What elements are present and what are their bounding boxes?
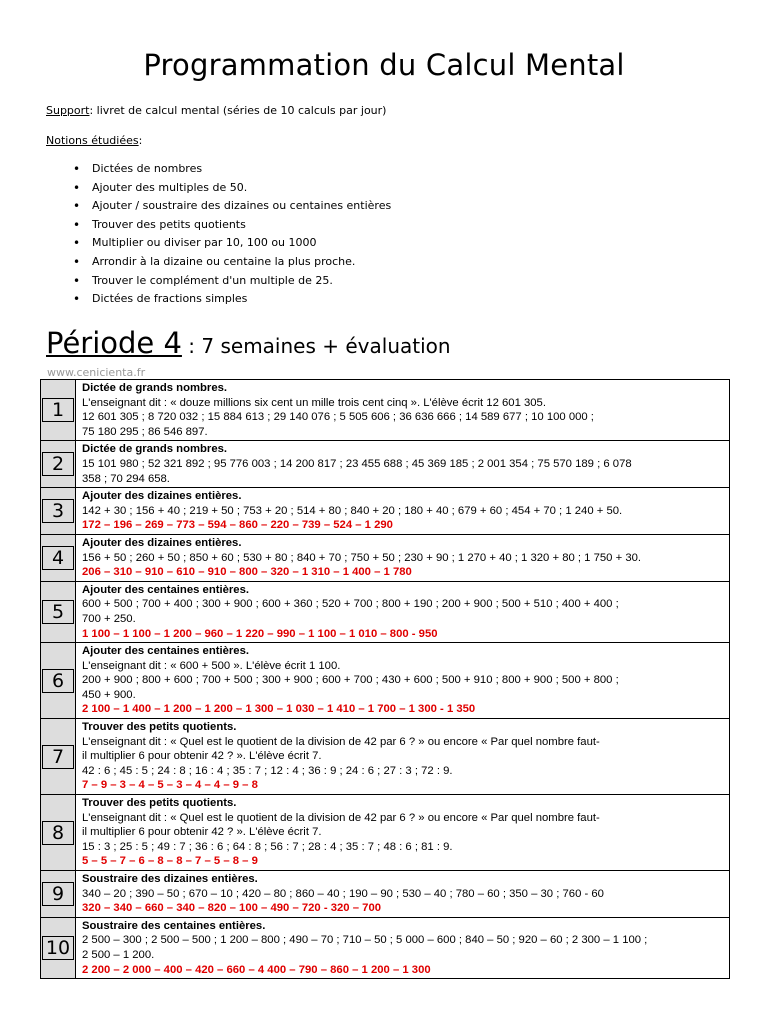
table-row bbox=[41, 380, 730, 441]
table-row bbox=[41, 441, 730, 488]
row-line: 75 180 295 ; 86 546 897. bbox=[82, 425, 208, 438]
row-line: 358 ; 70 294 658. bbox=[82, 472, 170, 485]
row-heading: Trouver des petits quotients. bbox=[82, 797, 237, 810]
row-number-cell bbox=[41, 534, 76, 581]
row-line: il multiplier 6 pour obtenir 42 ? ». L'élève écrit 7. bbox=[82, 750, 322, 763]
row-heading: Dictée de grands nombres. bbox=[82, 443, 228, 456]
row-line: 42 : 6 ; 45 : 5 ; 24 : 8 ; 16 : 4 ; 35 : 7 ; 12 : 4 ; 36 : 9 ; 24 : 6 ; 27 : 3 ; 72 : 9. bbox=[82, 764, 453, 777]
row-number-cell bbox=[41, 441, 76, 488]
row-number: 2 bbox=[42, 452, 74, 476]
row-line: 2 500 – 300 ; 2 500 – 500 ; 1 200 – 800 ; 490 – 70 ; 710 – 50 ; 5 000 – 600 ; 840 – 50 ; 920 – 60 ; 2 300 – 1 100 ; bbox=[82, 934, 648, 947]
row-number-cell bbox=[41, 795, 76, 871]
row-answers: 5 – 5 – 7 – 6 – 8 – 8 – 7 – 5 – 8 – 9 bbox=[82, 855, 258, 868]
table-row bbox=[41, 488, 730, 535]
list-item: • Dictées de nombres bbox=[92, 160, 391, 179]
table-row bbox=[41, 643, 730, 719]
row-answers: 7 – 9 – 3 – 4 – 5 – 3 – 4 – 4 – 9 – 8 bbox=[82, 779, 258, 792]
row-content-cell bbox=[76, 380, 730, 441]
list-item: • Ajouter / soustraire des dizaines ou centaines entières bbox=[92, 197, 391, 216]
support-line bbox=[46, 104, 386, 117]
row-answers: 320 – 340 – 660 – 340 – 820 – 100 – 490 – 720 - 320 – 700 bbox=[82, 902, 382, 915]
notions-list bbox=[46, 160, 391, 309]
table-row bbox=[41, 719, 730, 795]
row-content-cell bbox=[76, 643, 730, 719]
row-content-cell bbox=[76, 441, 730, 488]
row-number-cell bbox=[41, 871, 76, 918]
row-content-cell bbox=[76, 795, 730, 871]
list-item: • Trouver le complément d'un multiple de 25. bbox=[92, 272, 391, 291]
row-line: 340 – 20 ; 390 – 50 ; 670 – 10 ; 420 – 80 ; 860 – 40 ; 190 – 90 ; 530 – 40 ; 780 – 60 ; 350 – 30 ; 760 - 60 bbox=[82, 887, 604, 900]
table-row bbox=[41, 581, 730, 642]
row-line: il multiplier 6 pour obtenir 42 ? ». L'élève écrit 7. bbox=[82, 826, 322, 839]
row-content-cell bbox=[76, 917, 730, 978]
row-line: 200 + 900 ; 800 + 600 ; 700 + 500 ; 300 + 900 ; 600 + 700 ; 430 + 600 ; 500 + 910 ; 800 + 900 ; 500 + 800 ; bbox=[82, 674, 619, 687]
website-watermark: www.cenicienta.fr bbox=[47, 366, 146, 379]
row-number: 5 bbox=[42, 600, 74, 624]
row-heading: Ajouter des centaines entières. bbox=[82, 583, 250, 596]
row-line: 450 + 900. bbox=[82, 688, 136, 701]
row-number: 1 bbox=[42, 398, 74, 422]
support-label: Support bbox=[46, 104, 90, 117]
periode-heading bbox=[46, 326, 451, 360]
row-number: 9 bbox=[42, 882, 74, 906]
row-line: 15 101 980 ; 52 321 892 ; 95 776 003 ; 14 200 817 ; 23 455 688 ; 45 369 185 ; 2 001 354 ; 75 570 189 ; 6 078 bbox=[82, 457, 632, 470]
row-line: 12 601 305 ; 8 720 032 ; 15 884 613 ; 29 140 076 ; 5 505 606 ; 36 636 666 ; 14 589 677 ; 10 100 000 ; bbox=[82, 411, 594, 424]
row-number-cell bbox=[41, 643, 76, 719]
table-row bbox=[41, 795, 730, 871]
list-item: • Dictées de fractions simples bbox=[92, 290, 391, 309]
row-line: 600 + 500 ; 700 + 400 ; 300 + 900 ; 600 + 360 ; 520 + 700 ; 800 + 190 ; 200 + 900 ; 500 + 510 ; 400 + 400 ; bbox=[82, 598, 619, 611]
row-line: L'enseignant dit : « 600 + 500 ». L'élève écrit 1 100. bbox=[82, 659, 341, 672]
row-answers: 1 100 – 1 100 – 1 200 – 960 – 1 220 – 990 – 1 100 – 1 010 – 800 - 950 bbox=[82, 627, 438, 640]
list-item: • Ajouter des multiples de 50. bbox=[92, 179, 391, 198]
list-item: • Arrondir à la dizaine ou centaine la plus proche. bbox=[92, 253, 391, 272]
row-answers: 2 200 – 2 000 – 400 – 420 – 660 – 4 400 – 790 – 860 – 1 200 – 1 300 bbox=[82, 963, 431, 976]
table-row bbox=[41, 917, 730, 978]
row-answers: 2 100 – 1 400 – 1 200 – 1 200 – 1 300 – 1 030 – 1 410 – 1 700 – 1 300 - 1 350 bbox=[82, 703, 476, 716]
periode-subtitle: : 7 semaines + évaluation bbox=[181, 334, 451, 358]
row-line: 2 500 – 1 200. bbox=[82, 948, 155, 961]
row-heading: Ajouter des dizaines entières. bbox=[82, 536, 242, 549]
row-number-cell bbox=[41, 380, 76, 441]
table-row bbox=[41, 534, 730, 581]
row-line: 142 + 30 ; 156 + 40 ; 219 + 50 ; 753 + 20 ; 514 + 80 ; 840 + 20 ; 180 + 40 ; 679 + 60 ; 454 + 70 ; 1 240 + 50. bbox=[82, 504, 623, 517]
list-item: • Multiplier ou diviser par 10, 100 ou 1000 bbox=[92, 234, 391, 253]
row-number-cell bbox=[41, 488, 76, 535]
row-line: 15 : 3 ; 25 : 5 ; 49 : 7 ; 36 : 6 ; 64 : 8 ; 56 : 7 ; 28 : 4 ; 35 : 7 ; 48 : 6 ; 81 : 9. bbox=[82, 840, 453, 853]
row-heading: Soustraire des dizaines entières. bbox=[82, 873, 258, 885]
row-heading: Soustraire des centaines entières. bbox=[82, 919, 266, 932]
row-line: 700 + 250. bbox=[82, 612, 136, 625]
row-line: L'enseignant dit : « Quel est le quotient de la division de 42 par 6 ? » ou encore « Par quel nombre faut- bbox=[82, 735, 600, 748]
support-text: : livret de calcul mental (séries de 10 calculs par jour) bbox=[89, 104, 387, 117]
row-answers: 172 – 196 – 269 – 773 – 594 – 860 – 220 – 739 – 524 – 1 290 bbox=[82, 519, 393, 532]
row-content-cell bbox=[76, 534, 730, 581]
row-number: 10 bbox=[42, 936, 74, 960]
row-heading: Dictée de grands nombres. bbox=[82, 382, 228, 394]
row-number: 4 bbox=[42, 546, 74, 570]
row-line: L'enseignant dit : « Quel est le quotient de la division de 42 par 6 ? » ou encore « Par quel nombre faut- bbox=[82, 811, 600, 824]
row-number-cell bbox=[41, 581, 76, 642]
row-heading: Trouver des petits quotients. bbox=[82, 721, 237, 734]
row-line: 156 + 50 ; 260 + 50 ; 850 + 60 ; 530 + 80 ; 840 + 70 ; 750 + 50 ; 230 + 90 ; 1 270 + 40 ; 1 320 + 80 ; 1 750 + 30. bbox=[82, 551, 642, 564]
row-content-cell bbox=[76, 488, 730, 535]
notions-heading bbox=[46, 134, 142, 147]
row-content-cell bbox=[76, 871, 730, 918]
row-number: 7 bbox=[42, 745, 74, 769]
notions-colon: : bbox=[138, 134, 143, 147]
row-content-cell bbox=[76, 719, 730, 795]
list-item: • Trouver des petits quotients bbox=[92, 216, 391, 235]
row-number: 3 bbox=[42, 499, 74, 523]
periode-name: Période 4 bbox=[46, 326, 182, 360]
row-heading: Ajouter des centaines entières. bbox=[82, 645, 250, 658]
page-title: Programmation du Calcul Mental bbox=[143, 48, 625, 82]
row-number-cell bbox=[41, 917, 76, 978]
row-answers: 206 – 310 – 910 – 610 – 910 – 800 – 320 – 1 310 – 1 400 – 1 780 bbox=[82, 566, 412, 579]
row-number-cell bbox=[41, 719, 76, 795]
programme-table bbox=[40, 379, 730, 979]
row-line: L'enseignant dit : « douze millions six cent un mille trois cent cinq ». L'élève écrit 12 601 305. bbox=[82, 396, 546, 409]
row-number: 8 bbox=[42, 821, 74, 845]
row-number: 6 bbox=[42, 669, 74, 693]
row-content-cell bbox=[76, 581, 730, 642]
notions-label: Notions étudiées bbox=[46, 134, 139, 147]
table-row bbox=[41, 871, 730, 918]
row-heading: Ajouter des dizaines entières. bbox=[82, 490, 242, 503]
